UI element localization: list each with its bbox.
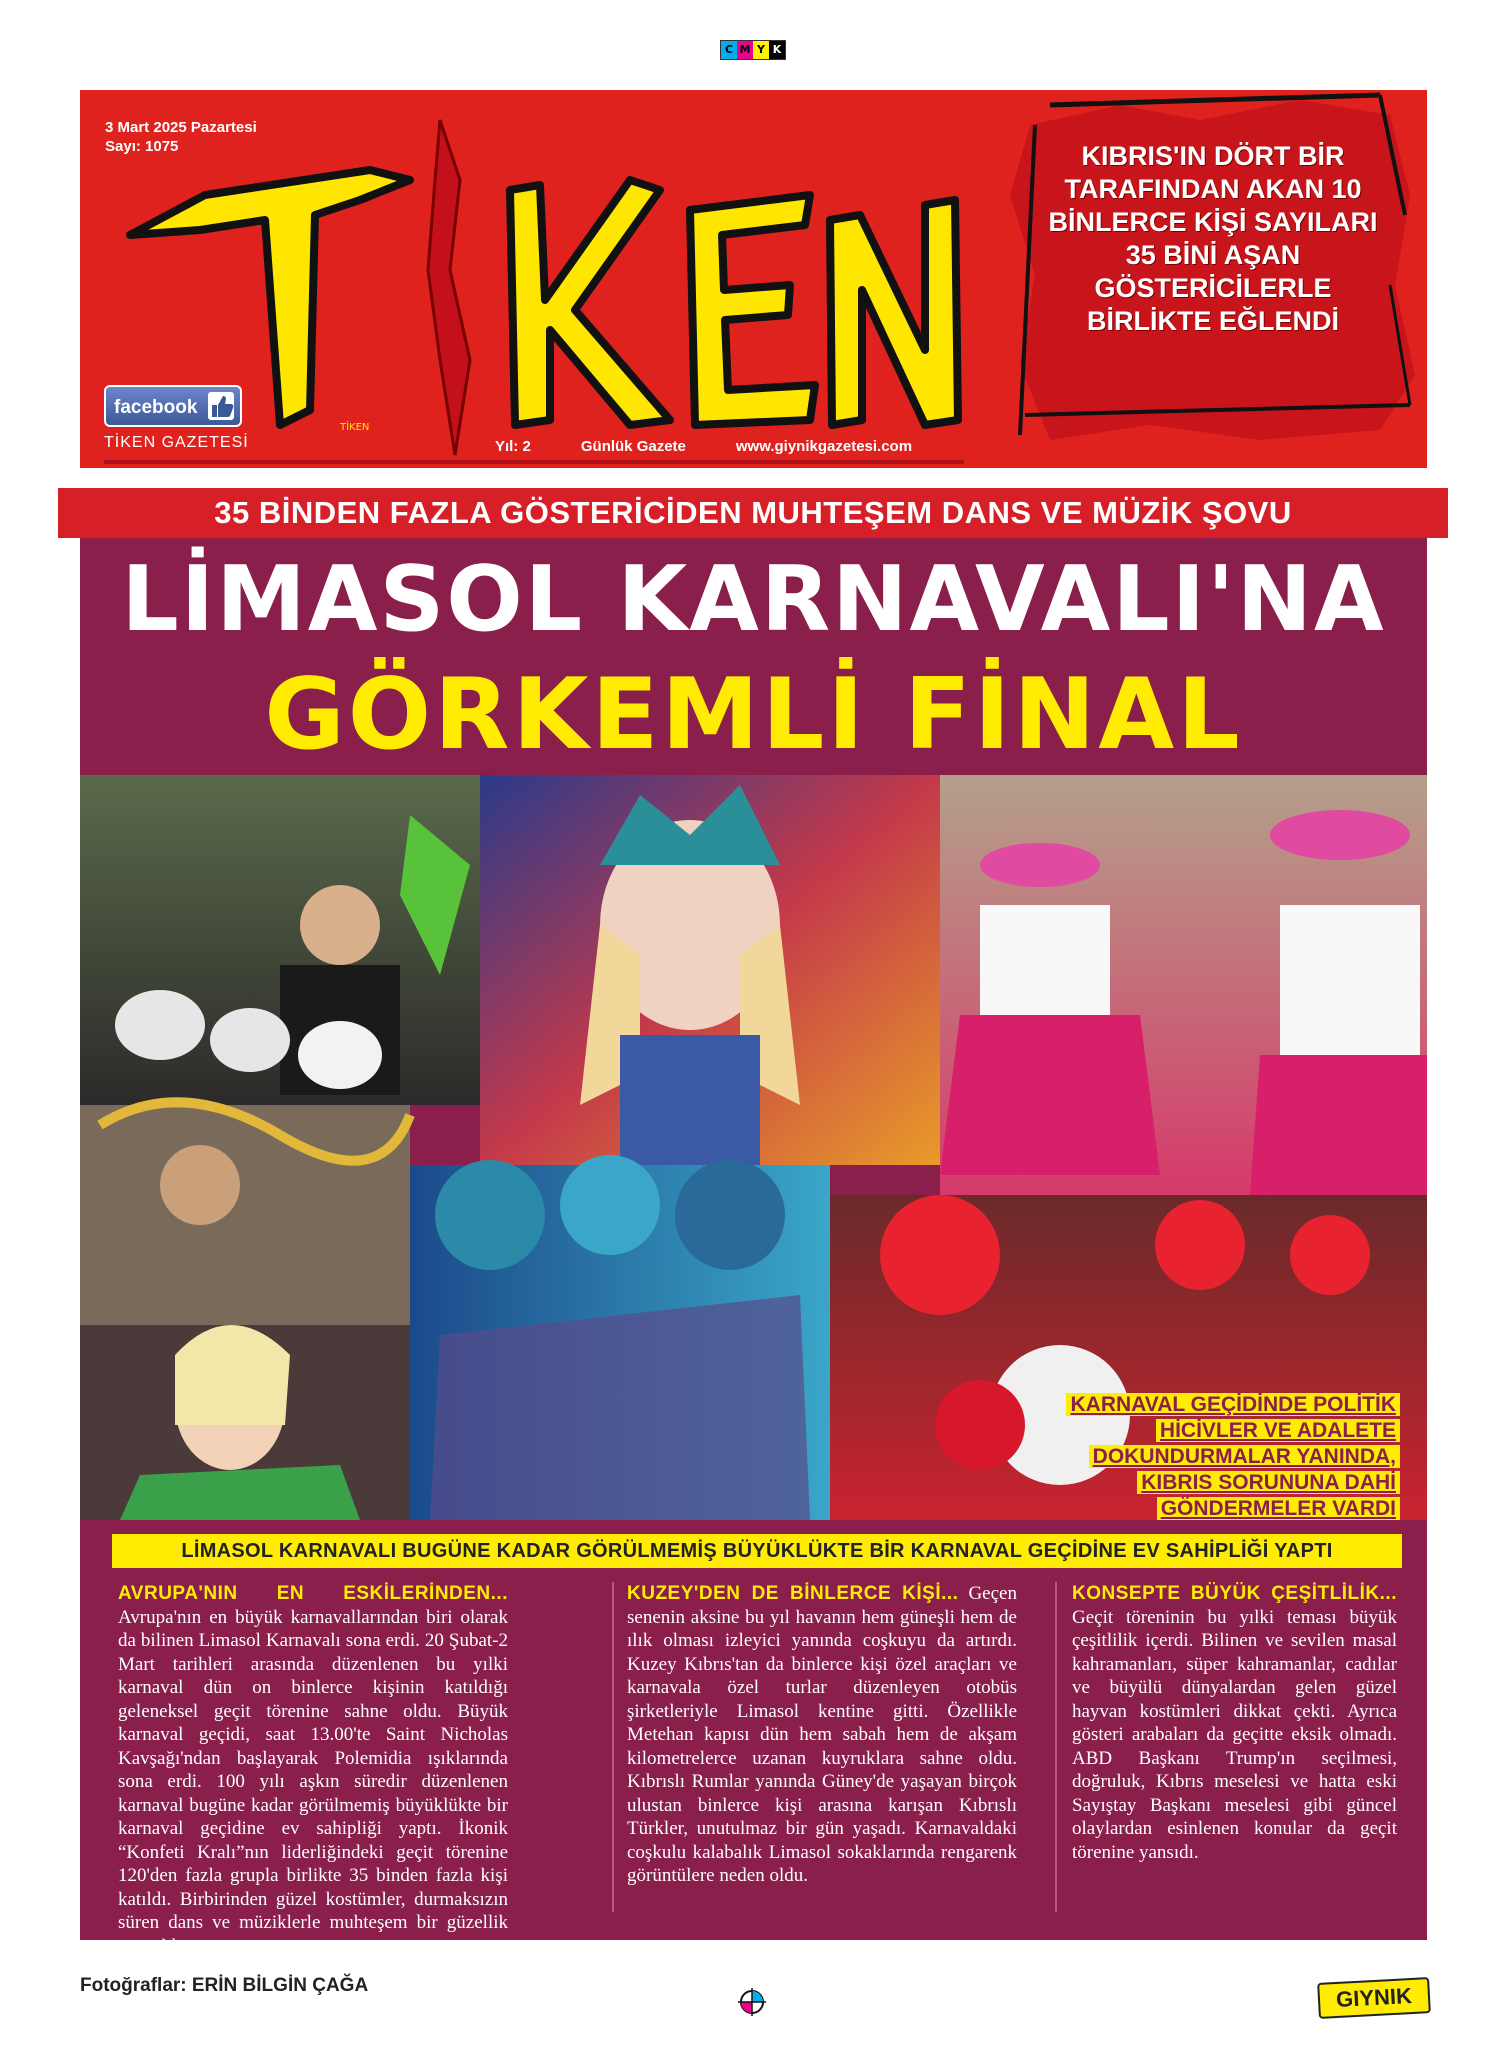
facebook-page-name: TİKEN GAZETESİ (104, 434, 249, 451)
photo-caption (1020, 1392, 1400, 1522)
giynik-badge: GIYNIK (1317, 1977, 1431, 2019)
splash-text: KIBRIS'IN DÖRT BİR TARAFINDAN AKAN 10 BİNLERCE KİŞİ SAYILARI 35 BİNİ AŞAN GÖSTERİCİLERLE BİRLİKTE EĞLENDİ (1048, 141, 1378, 336)
column-1-lead: AVRUPA'NIN EN ESKİLERİNDEN... (118, 1583, 508, 1604)
registration-mark-icon (738, 1988, 766, 2016)
photo-credit: Fotoğraflar: ERİN BİLGİN ÇAĞA (80, 1975, 369, 1996)
publication-type: Günlük Gazete (580, 438, 686, 455)
facebook-label: facebook (114, 397, 198, 418)
column-divider (612, 1582, 614, 1912)
publication-year: Yıl: 2 (495, 438, 531, 455)
column-3-text: Geçit töreninin bu yılki teması büyük çeşitlilik içerdi. Bilinen ve sevilen masal kahramanları, süper kahramanlar, cadılar ve büyülü dünyalardan gelen güzel hayvan kostümleri dikkat çekti. Ayrıca gösteri arabaları da geçitte eksik olmadı. ABD Başkanı Trump'ın seçilmesi, doğruluk, Kıbrıs meselesi ve hatta eski Sayıştay Başkanı meselesi gibi güncel olaylardan esinlenen konular da geçit törenine yansıdı. (1072, 1606, 1397, 1863)
header-divider (104, 460, 964, 464)
column-2-text: Geçen senenin aksine bu yıl havanın hem güneşli hem de ılık olması izleyici yanında coşkuyu da artırdı. Kuzey Kıbrıs'tan da binlerce kişi özel araçları ve karnavala özel turlar düzenleyen otobüs şirketleriyle Limasol kentine gitti. Özellikle Metehan kapısı dün hem sabah hem de akşam kilometrelerce uzanan kuyruklara sahne oldu. Kıbrıslı Rumlar yanında Güney'de yaşayan birçok ulustan binlerce kişi arasına karışan Kıbrıslı Türkler, unutulmaz bir gün yaşadı. Karnavaldaki coşkulu kalabalık Limasol sokaklarında rengarenk görüntülere neden oldu. (627, 1583, 1017, 1886)
column-3-lead: KONSEPTE BÜYÜK ÇEŞİTLİLİK... (1072, 1583, 1397, 1604)
cmyk-c: C (721, 41, 737, 59)
headline-line-1: LİMASOL KARNAVALI'NA (121, 547, 1386, 652)
issue-number: Sayı: 1075 (105, 138, 179, 155)
article-column-3 (1072, 1582, 1397, 1864)
column-divider (1055, 1582, 1057, 1912)
cmyk-print-mark (720, 40, 786, 60)
top-banner: 35 BİNDEN FAZLA GÖSTERİCİDEN MUHTEŞEM DANS VE MÜZİK ŞOVU (58, 488, 1448, 538)
photo-caption-text: KARNAVAL GEÇİDİNDE POLİTİK HİCİVLER VE ADALETE DOKUNDURMALAR YANINDA, KIBRIS SORUNUNA DAHİ GÖNDERMELER VARDI (1066, 1393, 1400, 1520)
column-2-lead: KUZEY'DEN DE BİNLERCE KİŞİ... (627, 1583, 959, 1604)
article-column-2 (627, 1582, 1017, 1888)
cmyk-m: M (737, 41, 753, 59)
cmyk-y: Y (753, 41, 769, 59)
masthead-meta (495, 438, 975, 455)
facebook-button[interactable] (104, 385, 242, 427)
issue-date: 3 Mart 2025 Pazartesi (105, 119, 257, 136)
cmyk-k: K (769, 41, 785, 59)
issue-info (105, 118, 257, 156)
headline-line-2: GÖRKEMLİ FİNAL (264, 658, 1243, 772)
thumbs-up-icon (208, 392, 234, 420)
column-1-text: Avrupa'nın en büyük karnavallarından biri olarak da bilinen Limasol Karnavalı sona erdi. 20 Şubat-2 Mart tarihleri arasında düzenlenen bu yılki karnaval dün on binlerce kişinin katıldığı geleneksel geçit törenine sahne oldu. Büyük karnaval geçidi, saat 13.00'te Saint Nicholas Kavşağı'ndan başlayarak Polemidia ışıklarında sona erdi. 100 yılı aşkın süredir düzenlenen karnaval bugüne kadar görülmemiş büyüklükte bir karnaval geçidine ev sahipliği yaptı. İkonik “Konfeti Kralı”nın liderliğindeki geçit törenine 120'den fazla grupla birlikte 35 binden fazla kişi katıldı. Birbirinden güzel kostümler, durmaksızın süren dans ve müziklerle muhteşem bir güzellik yaratıldı. (118, 1606, 508, 1957)
website-link[interactable]: www.giynikgazetesi.com (735, 438, 913, 455)
article-column-1 (118, 1582, 508, 1958)
sub-banner: LİMASOL KARNAVALI BUGÜNE KADAR GÖRÜLMEMİŞ BÜYÜKLÜKTE BİR KARNAVAL GEÇİDİNE EV SAHİPLİĞİ YAPTI (112, 1534, 1402, 1568)
logo-title: TİKEN (340, 422, 370, 433)
